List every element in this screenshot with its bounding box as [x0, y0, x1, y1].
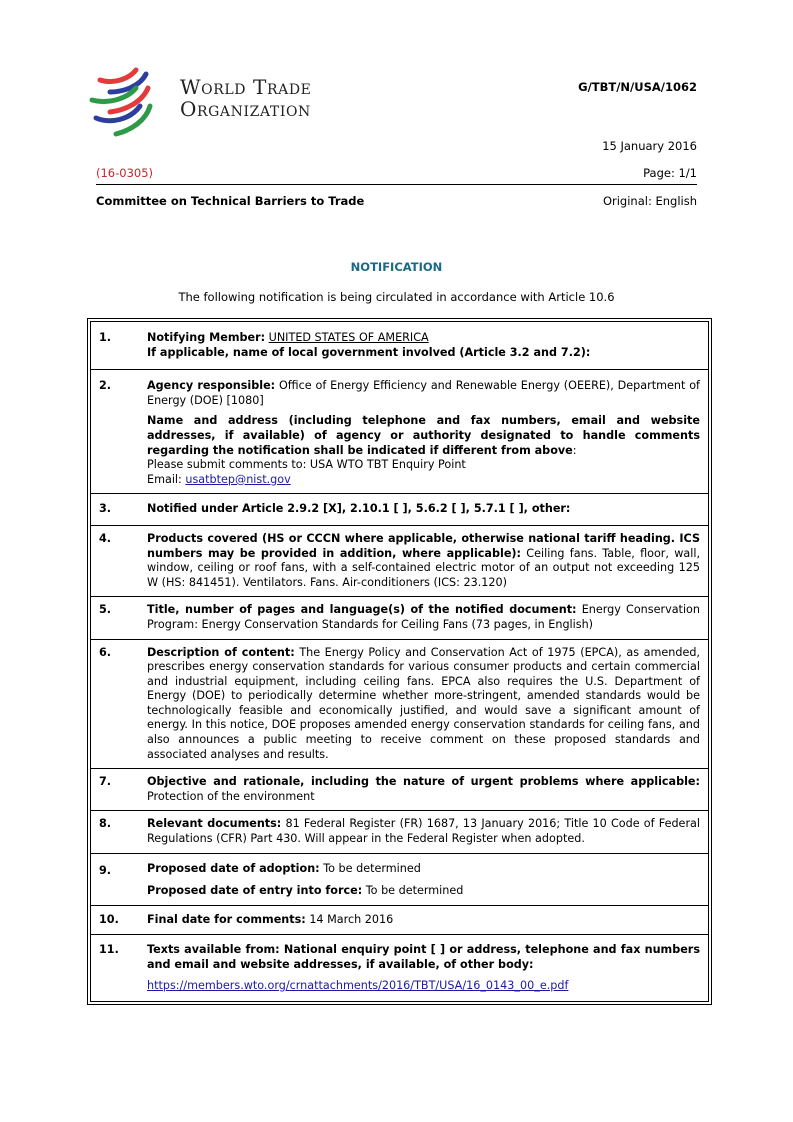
item-label: Agency responsible:: [147, 379, 276, 393]
item-label: Proposed date of adoption:: [147, 861, 320, 875]
wto-logo: [88, 62, 348, 142]
table-row: [91, 493, 708, 525]
item-number: 6.: [99, 645, 112, 659]
item-label: Texts available from: National enquiry point [ ] or address, telephone and fax numbers and email and website addresses, if available, of other body:: [147, 943, 700, 971]
table-row: [91, 853, 708, 905]
email-label: Email:: [147, 472, 186, 486]
item-value: To be determined: [323, 861, 421, 875]
reference-number: (16-0305): [96, 166, 154, 180]
item-sublabel: Name and address (including telephone and fax numbers, email and website addresses, if available) of agency or authority designated to handle comments regarding the notification shall be indicated if different from above: [147, 414, 700, 457]
item-number: 10.: [99, 912, 119, 926]
page-number: Page: 1/1: [643, 166, 697, 180]
item-number: 8.: [99, 817, 112, 831]
item-value: 81 Federal Register (FR) 1687, 13 January 2016; Title 10 Code of Federal Regulations (CFR) Part 430. Will appear in the Federal Register when adopted.: [147, 817, 701, 846]
table-row: [91, 768, 708, 810]
table-row: [91, 369, 708, 493]
table-row: [91, 322, 708, 369]
item-sublabel: Proposed date of entry into force:: [147, 884, 363, 898]
item-label: Description of content:: [147, 645, 295, 659]
item-number: 4.: [99, 531, 112, 545]
item-label: Title, number of pages and language(s) of the notified document:: [147, 603, 577, 617]
original-language: Original: English: [602, 194, 697, 208]
item-number: 11.: [99, 943, 119, 957]
committee-name: Committee on Technical Barriers to Trade: [96, 194, 365, 208]
item-number: 5.: [99, 603, 112, 617]
table-row: [91, 905, 708, 935]
item-subvalue: Please submit comments to: USA WTO TBT Enquiry Point: [147, 458, 466, 472]
table-row: [91, 639, 708, 769]
table-row: [91, 596, 708, 638]
header-divider: [96, 184, 697, 185]
item-value: 14 March 2016: [309, 912, 394, 926]
email-link[interactable]: usatbtep@nist.gov: [185, 472, 291, 486]
item-sublabel: If applicable, name of local government involved (Article 3.2 and 7.2):: [147, 345, 591, 359]
item-value: Ceiling fans. Table, floor, wall, window, ceiling or roof fans, with a self-contained electric motor of an output not exceeding 125 W (HS: 841451). Ventilators. Fans. Air-conditioners (ICS: 23.120): [147, 546, 701, 589]
item-value: Protection of the environment: [147, 789, 315, 803]
page-title: NOTIFICATION: [350, 260, 443, 274]
item-number: 1.: [99, 331, 112, 344]
item-label: Objective and rationale, including the nature of urgent problems where applicable:: [147, 775, 700, 789]
table-row: [91, 810, 708, 852]
notifying-member: UNITED STATES OF AMERICA: [268, 331, 429, 344]
document-date: 15 January 2016: [602, 139, 697, 153]
wto-globe-icon: [88, 62, 158, 140]
document-symbol: G/TBT/N/USA/1062: [578, 80, 697, 94]
item-number: 7.: [99, 775, 112, 789]
table-row: [91, 525, 708, 596]
item-label: Notifying Member:: [147, 331, 266, 344]
wto-wordmark: [180, 76, 312, 120]
table-row: [91, 934, 708, 1001]
item-value: Office of Energy Efficiency and Renewable Energy (OEERE), Department of Energy (DOE) [1080]: [147, 379, 700, 407]
item-number: 2.: [99, 379, 112, 393]
intro-text: The following notification is being circulated in accordance with Article 10.6: [178, 290, 615, 304]
item-label: Products covered (HS or CCCN where applicable, otherwise national tariff heading. ICS numbers may be provided in addition, where applicable):: [147, 531, 700, 560]
item-subvalue: To be determined: [365, 884, 464, 898]
item-number: 3.: [99, 502, 112, 516]
colon: :: [572, 443, 577, 457]
document-link[interactable]: https://members.wto.org/crnattachments/2016/TBT/USA/16_0143_00_e.pdf: [147, 978, 569, 992]
notification-table: [87, 318, 712, 1005]
item-label: Notified under Article 2.9.2 [X], 2.10.1 [ ], 5.6.2 [ ], 5.7.1 [ ], other:: [147, 502, 571, 516]
wordmark-line2: Organization: [180, 97, 311, 121]
wordmark-line1: World Trade: [180, 75, 312, 99]
item-label: Final date for comments:: [147, 912, 306, 926]
item-number: 9.: [99, 863, 112, 877]
item-value: The Energy Policy and Conservation Act of 1975 (EPCA), as amended, prescribes energy conservation standards for various consumer products and certain commercial and industrial equipment, including ceiling fans. EPCA also requires the U.S. Department of Energy (DOE) to periodically determine whether more-stringent, amended standards would be technologically feasible and economically justified, and would save a significant amount of energy. In this notice, DOE proposes amended energy conservation standards for ceiling fans, and also announces a public meeting to receive comment on these proposed standards and associated analyses and results.: [147, 645, 700, 761]
item-value: Energy Conservation Program: Energy Conservation Standards for Ceiling Fans (73 pages, in English): [147, 603, 700, 631]
item-label: Relevant documents:: [147, 817, 282, 831]
